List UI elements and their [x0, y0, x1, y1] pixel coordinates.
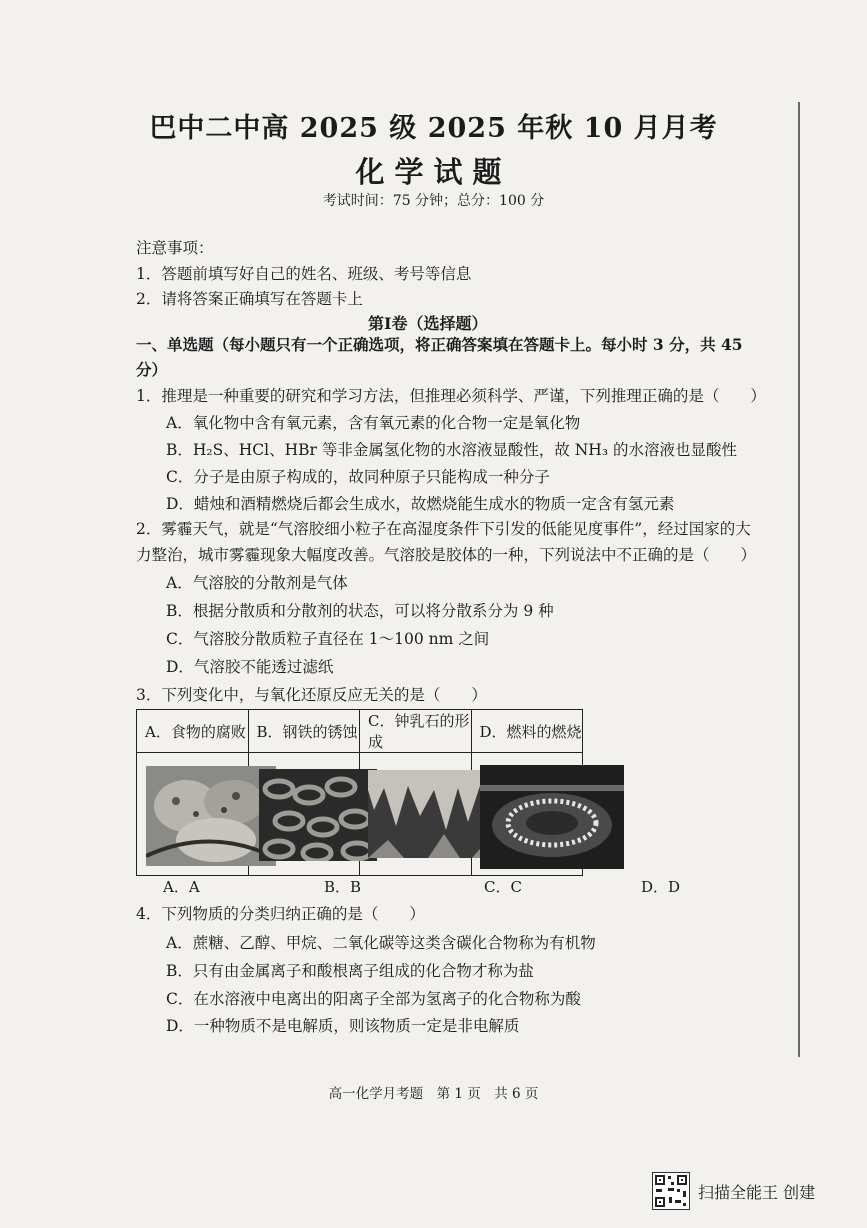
question-option: A．气溶胶的分散剂是气体 [166, 574, 348, 592]
table-image-cell [471, 753, 583, 876]
question-option: B．只有由金属离子和酸根离子组成的化合物才称为盐 [166, 962, 534, 980]
table-image-cell [360, 753, 472, 876]
section-instruction: 分） [136, 360, 168, 379]
table-header-cell: B．钢铁的锈蚀 [248, 710, 360, 753]
note-item: 1．答题前填写好自己的姓名、班级、考号等信息 [136, 265, 472, 283]
qr-code-icon [652, 1172, 690, 1210]
answer-choice: C．C [484, 878, 522, 896]
notes-heading: 注意事项： [136, 239, 214, 257]
section-title: 第Ⅰ卷（选择题） [368, 314, 488, 333]
question-option: D．蜡烛和酒精燃烧后都会生成水，故燃烧能生成水的物质一定含有氢元素 [166, 495, 675, 513]
school-title: 巴中二中高 2025 级 2025 年秋 10 月月考 [149, 113, 718, 144]
question-option: D．气溶胶不能透过滤纸 [166, 658, 334, 676]
watermark-text: 扫描全能王 创建 [698, 1182, 816, 1202]
question-stem: 力整治，城市雾霾现象大幅度改善。气溶胶是胶体的一种，下列说法中不正确的是（ ） [136, 546, 757, 564]
note-item: 2．请将答案正确填写在答题卡上 [136, 290, 363, 308]
question-option: B．H₂S、HCl、HBr 等非金属氢化物的水溶液显酸性，故 NH₃ 的水溶液也显酸性 [166, 441, 737, 459]
answer-choice: B．B [324, 878, 362, 896]
table-header-cell: A．食物的腐败 [137, 710, 249, 753]
table-image-cell [248, 753, 360, 876]
table-header-cell: D．燃料的燃烧 [471, 710, 583, 753]
answer-choice: A．A [163, 878, 200, 896]
question-option: C．气溶胶分散质粒子直径在 1～100 nm 之间 [166, 630, 490, 648]
question-option: A．氧化物中含有氧元素，含有氧元素的化合物一定是氧化物 [166, 414, 581, 432]
question-option: C．分子是由原子构成的，故同种原子只能构成一种分子 [166, 468, 550, 486]
gas-flame-photo [480, 765, 624, 869]
table-image-cell [137, 753, 249, 876]
question-option: A．蔗糖、乙醇、甲烷、二氧化碳等这类含碳化合物称为有机物 [166, 934, 596, 952]
exam-info: 考试时间：75 分钟；总分：100 分 [322, 193, 545, 209]
question-stem: 4．下列物质的分类归纳正确的是（ ） [136, 905, 425, 923]
section-instruction: 一、单选题（每小题只有一个正确选项，将正确答案填在答题卡上。每小时 3 分，共 45 [136, 335, 743, 354]
margin-rule [798, 102, 800, 1057]
table-header-cell: C．钟乳石的形成 [360, 710, 472, 753]
question-option: C．在水溶液中电离出的阳离子全部为氢离子的化合物称为酸 [166, 990, 581, 1008]
scanner-watermark [652, 1172, 815, 1210]
question-option: B．根据分散质和分散剂的状态，可以将分散系分为 9 种 [166, 602, 554, 620]
answer-choice: D．D [641, 878, 681, 896]
question-stem: 3．下列变化中，与氧化还原反应无关的是（ ） [136, 686, 487, 704]
page-footer: 高一化学月考题 第 1 页 共 6 页 [328, 1086, 539, 1102]
image-options-table [136, 709, 583, 876]
question-stem: 1．推理是一种重要的研究和学习方法，但推理必须科学、严谨，下列推理正确的是（ ） [136, 387, 766, 405]
subject-title: 化学试题 [355, 155, 512, 189]
question-stem: 2．雾霾天气，就是“气溶胶细小粒子在高湿度条件下引发的低能见度事件”，经过国家的大 [136, 520, 751, 538]
question-option: D．一种物质不是电解质，则该物质一定是非电解质 [166, 1017, 520, 1035]
